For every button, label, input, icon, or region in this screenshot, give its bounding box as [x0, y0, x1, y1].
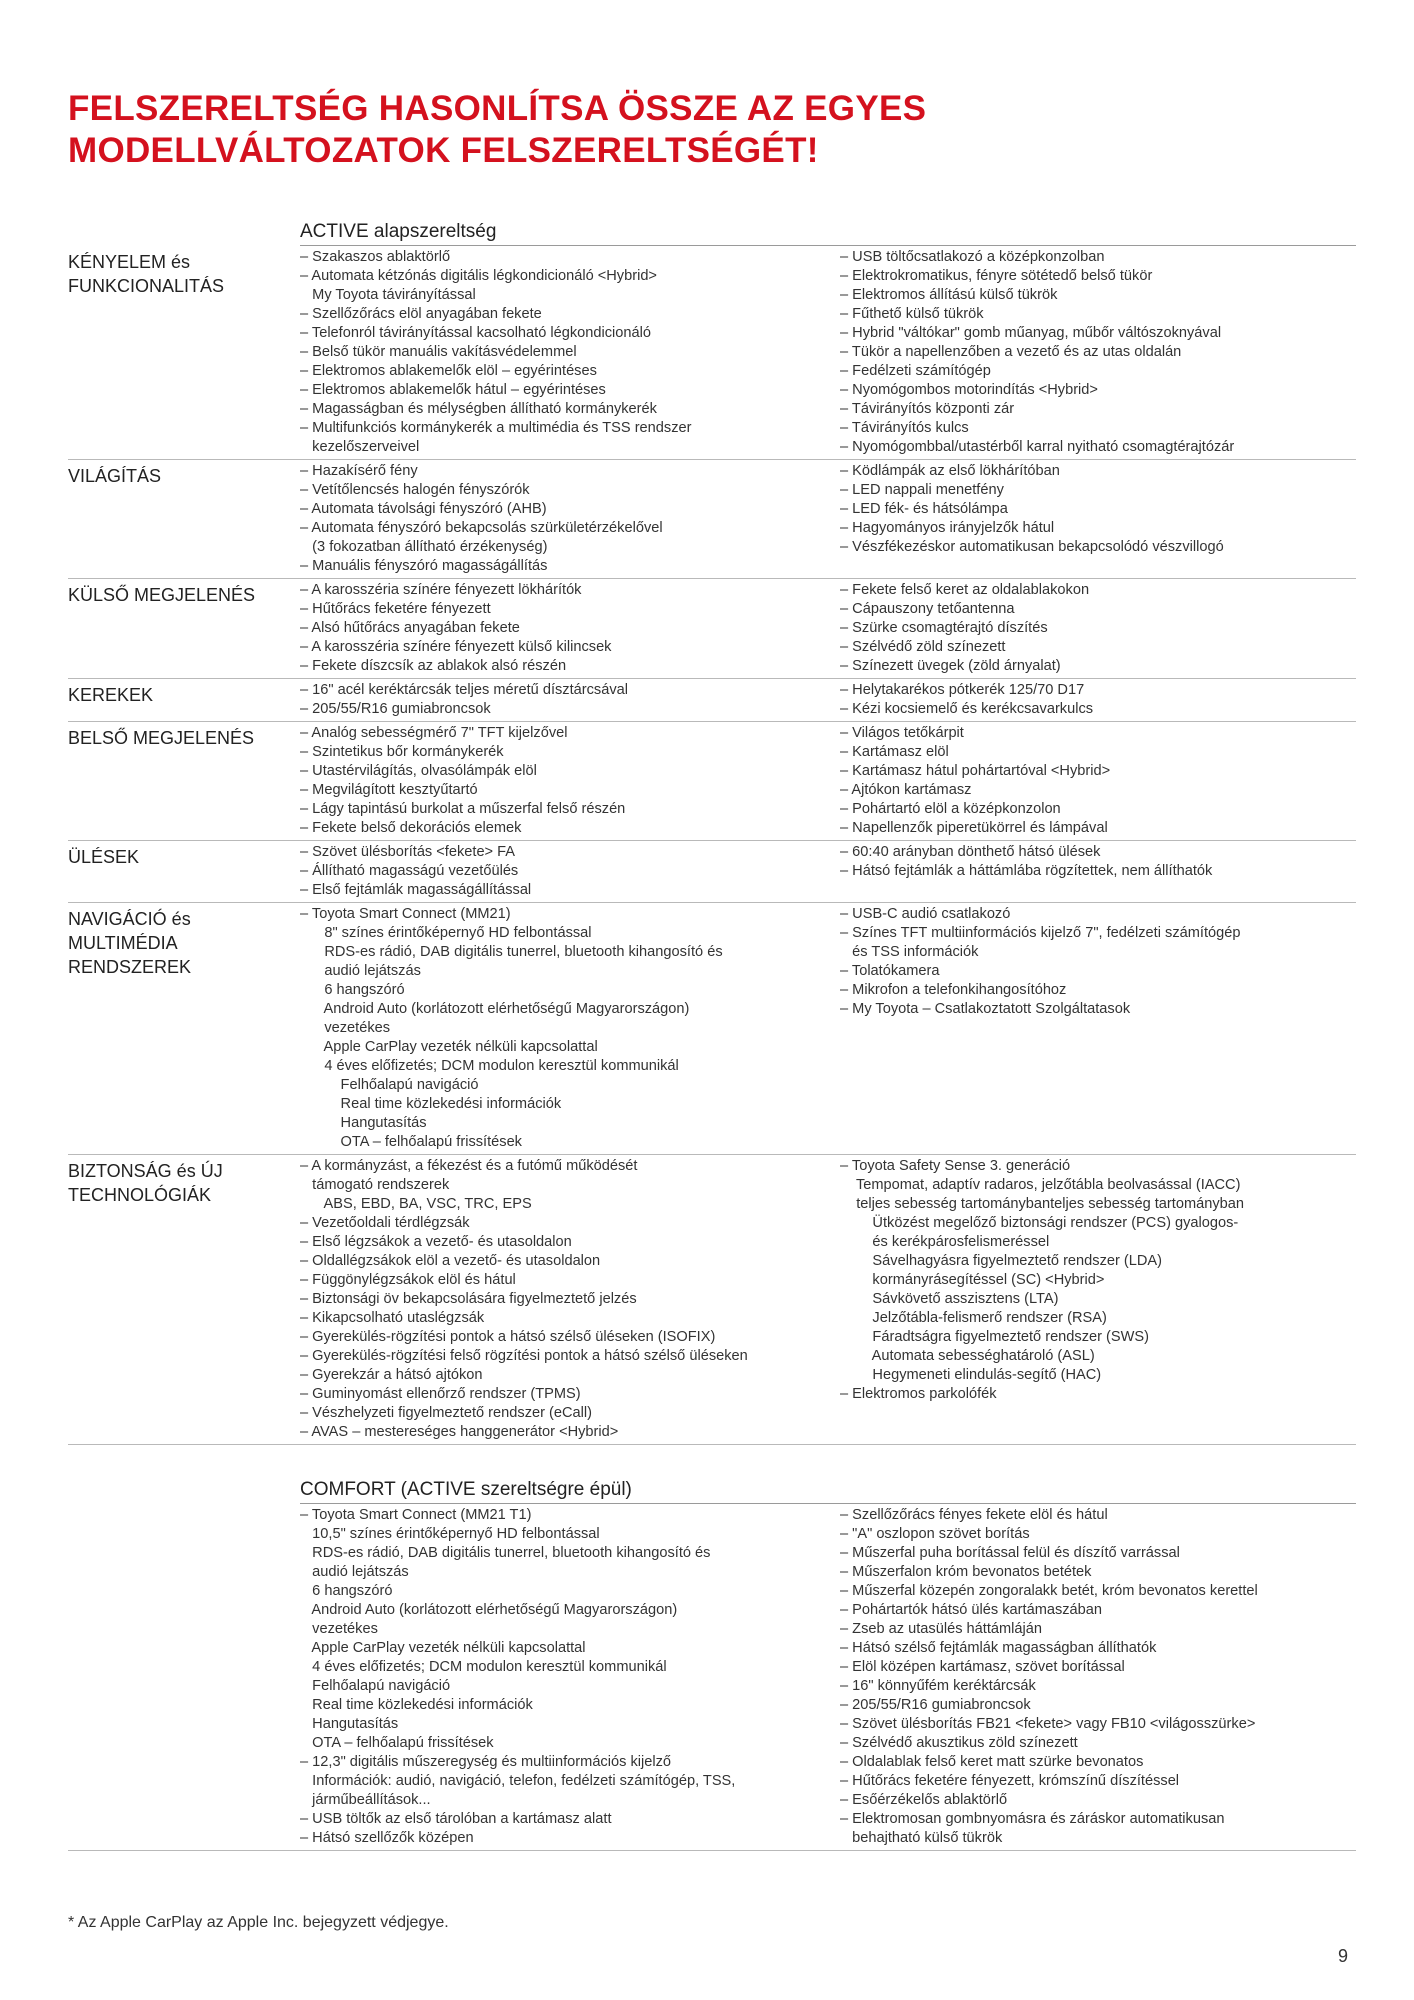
feature-item: Real time közlekedési információk [300, 1096, 562, 1112]
feature-item: My Toyota távirányítással [300, 287, 476, 303]
feature-item: Fáradtságra figyelmeztető rendszer (SWS) [840, 1329, 1150, 1345]
feature-item: – Esőérzékelős ablaktörlő [840, 1792, 1008, 1808]
feature-item: Felhőalapú navigáció [300, 1678, 451, 1694]
feature-item: OTA – felhőalapú frissítések [300, 1735, 494, 1751]
feature-item: behajtható külső tükrök [840, 1830, 1003, 1846]
feature-item: – Lágy tapintású burkolat a műszerfal felső részén [300, 801, 626, 817]
feature-item: Android Auto (korlátozott elérhetőségű Magyarországon) [300, 1001, 690, 1017]
feature-item: – Hátsó szellőzők középen [300, 1830, 474, 1846]
feature-item: – Nyomógombbal/utastérből karral nyitható csomagtérajtózár [840, 439, 1235, 455]
feature-item: – Fekete belső dekorációs elemek [300, 820, 522, 836]
feature-item: teljes sebesség tartománybanteljes sebesség tartományban [840, 1196, 1244, 1212]
feature-item: – Szövet ülésborítás FB21 <fekete> vagy FB10 <világosszürke> [840, 1716, 1256, 1732]
feature-item: – Első légzsákok a vezető- és utasoldalon [300, 1234, 572, 1250]
right-column [840, 248, 1356, 457]
right-column [840, 462, 1356, 576]
right-column [840, 905, 1356, 1152]
feature-item: kormányrásegítéssel (SC) <Hybrid> [840, 1272, 1105, 1288]
feature-item: 10,5" színes érintőképernyő HD felbontással [300, 1526, 600, 1542]
feature-item: Sávkövető asszisztens (LTA) [840, 1291, 1059, 1307]
feature-item: – Távirányítós kulcs [840, 420, 969, 436]
feature-item: – 16" könnyűfém keréktárcsák [840, 1678, 1036, 1694]
feature-item: – Műszerfal puha borítással felül és díszítő varrással [840, 1545, 1180, 1561]
feature-item: – Alsó hűtőrács anyagában fekete [300, 620, 520, 636]
category-label-line: KÉNYELEM és [68, 252, 191, 272]
category-label [68, 843, 300, 900]
feature-row [68, 841, 1356, 903]
feature-item: – Magasságban és mélységben állítható kormánykerék [300, 401, 657, 417]
feature-item: – Automata távolsági fényszóró (AHB) [300, 501, 547, 517]
footnote: * Az Apple CarPlay az Apple Inc. bejegyzett védjegye. [68, 1914, 449, 1931]
feature-item: – Ködlámpák az első lökhárítóban [840, 463, 1060, 479]
feature-item: – Vészfékezéskor automatikusan bekapcsolódó vészvillogó [840, 539, 1224, 555]
feature-item: – Oldalablak felső keret matt szürke bevonatos [840, 1754, 1144, 1770]
feature-item: – 16" acél keréktárcsák teljes méretű dísztárcsával [300, 682, 629, 698]
feature-item: – "A" oszlopon szövet borítás [840, 1526, 1030, 1542]
feature-item: Real time közlekedési információk [300, 1697, 533, 1713]
category-label-line: ÜLÉSEK [68, 847, 140, 867]
feature-item: ABS, EBD, BA, VSC, TRC, EPS [300, 1196, 532, 1212]
feature-item: – Hagyományos irányjelzők hátul [840, 520, 1055, 536]
feature-item: – Toyota Safety Sense 3. generáció [840, 1158, 1071, 1174]
feature-item: Apple CarPlay vezeték nélküli kapcsolattal [300, 1039, 598, 1055]
feature-item: – Ajtókon kartámasz [840, 782, 972, 798]
left-column [300, 724, 840, 838]
feature-item: és TSS információk [840, 944, 979, 960]
feature-item: – Szellőzőrács elöl anyagában fekete [300, 306, 542, 322]
left-column [300, 462, 840, 576]
feature-item: – Automata fényszóró bekapcsolás szürkületérzékelővel [300, 520, 663, 536]
feature-item: – Kikapcsolható utaslégzsák [300, 1310, 485, 1326]
feature-item: – 60:40 arányban dönthető hátsó ülések [840, 844, 1101, 860]
feature-item: – Szélvédő akusztikus zöld színezett [840, 1735, 1078, 1751]
feature-item: – Elektromos ablakemelők elöl – egyérintéses [300, 363, 597, 379]
feature-item: – Elektromos parkolófék [840, 1386, 997, 1402]
feature-item: 8" színes érintőképernyő HD felbontással [300, 925, 592, 941]
feature-item: – Gyerekülés-rögzítési pontok a hátsó szélső üléseken (ISOFIX) [300, 1329, 716, 1345]
feature-item: – Manuális fényszóró magasságállítás [300, 558, 548, 574]
feature-item: – Hűtőrács feketére fényezett, krómszínű díszítéssel [840, 1773, 1180, 1789]
feature-item: – Gyerekülés-rögzítési felső rögzítési pontok a hátsó szélső üléseken [300, 1348, 748, 1364]
feature-item: – Pohártartók hátsó ülés kartámaszában [840, 1602, 1103, 1618]
feature-item: – Toyota Smart Connect (MM21 T1) [300, 1507, 532, 1523]
feature-item: – A karosszéria színére fényezett külső kilincsek [300, 639, 612, 655]
comfort-section [68, 1480, 1356, 1851]
category-label [68, 681, 300, 719]
category-label [68, 248, 300, 457]
right-column [840, 681, 1356, 719]
feature-item: és kerékpárosfelismeréssel [840, 1234, 1050, 1250]
feature-item: Felhőalapú navigáció [300, 1077, 479, 1093]
feature-item: – Tolatókamera [840, 963, 940, 979]
feature-item: Jelzőtábla-felismerő rendszer (RSA) [840, 1310, 1107, 1326]
feature-item: OTA – felhőalapú frissítések [300, 1134, 522, 1150]
feature-item: Hangutasítás [300, 1716, 399, 1732]
feature-item: – Elektromosan gombnyomásra és záráskor automatikusan [840, 1811, 1225, 1827]
category-label-line: KÜLSŐ MEGJELENÉS [68, 585, 256, 605]
feature-item: RDS-es rádió, DAB digitális tunerrel, bluetooth kihangosító és [300, 1545, 711, 1561]
feature-item: (3 fokozatban állítható érzékenység) [300, 539, 548, 555]
comfort-category [68, 1506, 300, 1848]
feature-row [68, 1155, 1356, 1445]
feature-item: – Fűthető külső tükrök [840, 306, 984, 322]
feature-item: – Napellenzők piperetükörrel és lámpával [840, 820, 1108, 836]
category-label [68, 581, 300, 676]
feature-item: 4 éves előfizetés; DCM modulon keresztül kommunikál [300, 1058, 679, 1074]
feature-item: – Színezett üvegek (zöld árnyalat) [840, 658, 1061, 674]
left-column [300, 681, 840, 719]
feature-item: – Elektromos ablakemelők hátul – egyérintéses [300, 382, 606, 398]
feature-item: – Szövet ülésborítás <fekete> FA [300, 844, 515, 860]
feature-row [68, 679, 1356, 722]
feature-item: – Vetítőlencsés halogén fényszórók [300, 482, 530, 498]
feature-item: Apple CarPlay vezeték nélküli kapcsolattal [300, 1640, 586, 1656]
feature-item: – Szürke csomagtérajtó díszítés [840, 620, 1048, 636]
feature-item: – Belső tükör manuális vakításvédelemmel [300, 344, 577, 360]
feature-item: – USB töltők az első tárolóban a kartámasz alatt [300, 1811, 612, 1827]
feature-row [68, 460, 1356, 579]
feature-item: – A kormányzást, a fékezést és a futómű működését [300, 1158, 638, 1174]
feature-item: Hegymeneti elindulás-segítő (HAC) [840, 1367, 1102, 1383]
feature-item: járműbeállítások... [300, 1792, 431, 1808]
right-column [840, 843, 1356, 900]
page-title-line-1: FELSZERELTSÉG HASONLÍTSA ÖSSZE AZ EGYES [68, 89, 927, 128]
feature-item: – Elektromos állítású külső tükrök [840, 287, 1058, 303]
feature-item: – Nyomógombos motorindítás <Hybrid> [840, 382, 1098, 398]
comfort-row [68, 1504, 1356, 1851]
active-section [68, 222, 1356, 1445]
category-label-line: VILÁGÍTÁS [68, 466, 162, 486]
feature-item: audió lejátszás [300, 963, 421, 979]
feature-item: – Színes TFT multiinformációs kijelző 7", fedélzeti számítógép [840, 925, 1241, 941]
feature-item: – Fekete díszcsík az ablakok alsó részén [300, 658, 567, 674]
feature-item: – Gyerekzár a hátsó ajtókon [300, 1367, 483, 1383]
feature-item: – Telefonról távirányítással kacsolható légkondicionáló [300, 325, 652, 341]
feature-item: Tempomat, adaptív radaros, jelzőtábla beolvasással (IACC) [840, 1177, 1241, 1193]
feature-item: – Guminyomást ellenőrző rendszer (TPMS) [300, 1386, 581, 1402]
feature-item: Android Auto (korlátozott elérhetőségű Magyarországon) [300, 1602, 678, 1618]
feature-item: – Fedélzeti számítógép [840, 363, 991, 379]
category-label-line: FUNKCIONALITÁS [68, 276, 225, 296]
feature-item: – USB töltőcsatlakozó a középkonzolban [840, 249, 1105, 265]
feature-item: – Mikrofon a telefonkihangosítóhoz [840, 982, 1067, 998]
feature-item: – Világos tetőkárpit [840, 725, 964, 741]
feature-item: – LED nappali menetfény [840, 482, 1004, 498]
category-label-line: BELSŐ MEGJELENÉS [68, 728, 255, 748]
feature-item: kezelőszerveivel [300, 439, 420, 455]
feature-item: Hangutasítás [300, 1115, 427, 1131]
feature-item: – 205/55/R16 gumiabroncsok [840, 1697, 1031, 1713]
feature-row [68, 722, 1356, 841]
comfort-right-column [840, 1506, 1356, 1848]
page-title-line-2: MODELLVÁLTOZATOK FELSZERELTSÉGÉT! [68, 131, 819, 170]
feature-item: audió lejátszás [300, 1564, 409, 1580]
feature-item: – Szakaszos ablaktörlő [300, 249, 451, 265]
feature-row [68, 579, 1356, 679]
feature-item: – Analóg sebességmérő 7" TFT kijelzővel [300, 725, 568, 741]
left-column [300, 843, 840, 900]
feature-item: – Vészhelyzeti figyelmeztető rendszer (eCall) [300, 1405, 592, 1421]
feature-item: – 12,3" digitális műszeregység és multiinformációs kijelző [300, 1754, 671, 1770]
feature-item: – Tükör a napellenzőben a vezető és az utas oldalán [840, 344, 1182, 360]
feature-item: – A karosszéria színére fényezett lökhárítók [300, 582, 582, 598]
feature-item: – Állítható magasságú vezetőülés [300, 863, 519, 879]
feature-item: – Zseb az utasülés háttámláján [840, 1621, 1042, 1637]
comfort-left-column [300, 1506, 840, 1848]
right-column [840, 1157, 1356, 1442]
feature-item: – Cápauszony tetőantenna [840, 601, 1015, 617]
feature-item: 6 hangszóró [300, 1583, 393, 1599]
category-label-line: RENDSZEREK [68, 957, 192, 977]
feature-item: – Toyota Smart Connect (MM21) [300, 906, 511, 922]
feature-item: – Távirányítós központi zár [840, 401, 1015, 417]
feature-item: – Biztonsági öv bekapcsolására figyelmeztető jelzés [300, 1291, 637, 1307]
feature-item: – Műszerfalon króm bevonatos betétek [840, 1564, 1092, 1580]
feature-item: RDS-es rádió, DAB digitális tunerrel, bluetooth kihangosító és [300, 944, 723, 960]
feature-item: – Elektrokromatikus, fényre sötétedő belső tükör [840, 268, 1153, 284]
feature-item: – Szélvédő zöld színezett [840, 639, 1006, 655]
page-title [68, 88, 1268, 172]
feature-item: – Hazakísérő fény [300, 463, 418, 479]
feature-item: – Pohártartó elöl a középkonzolon [840, 801, 1061, 817]
feature-item: – Műszerfal közepén zongoralakk betét, króm bevonatos kerettel [840, 1583, 1258, 1599]
active-rows [68, 246, 1356, 1445]
feature-item: – Fekete felső keret az oldalablakokon [840, 582, 1090, 598]
feature-item: – Elöl középen kartámasz, szövet borítással [840, 1659, 1125, 1675]
category-label [68, 462, 300, 576]
category-label [68, 724, 300, 838]
category-label-line: BIZTONSÁG és ÚJ [68, 1161, 223, 1181]
comfort-heading: COMFORT (ACTIVE szereltségre épül) [300, 1480, 1356, 1504]
feature-item: Sávelhagyásra figyelmeztető rendszer (LDA) [840, 1253, 1163, 1269]
page-number: 9 [1337, 1946, 1348, 1966]
right-column [840, 581, 1356, 676]
feature-item: – Szintetikus bőr kormánykerék [300, 744, 504, 760]
left-column [300, 905, 840, 1152]
feature-item: – Szellőzőrács fényes fekete elöl és hátul [840, 1507, 1108, 1523]
feature-item: – Függönylégzsákok elöl és hátul [300, 1272, 516, 1288]
feature-item: – Első fejtámlák magasságállítással [300, 882, 532, 898]
feature-item: – 205/55/R16 gumiabroncsok [300, 701, 491, 717]
feature-item: – Oldallégzsákok elöl a vezető- és utasoldalon [300, 1253, 601, 1269]
category-label [68, 1157, 300, 1442]
feature-item: – AVAS – mestereséges hanggenerátor <Hybrid> [300, 1424, 619, 1440]
feature-item: – Vezetőoldali térdlégzsák [300, 1215, 470, 1231]
feature-item: – Multifunkciós kormánykerék a multimédia és TSS rendszer [300, 420, 692, 436]
feature-item: – Kartámasz hátul pohártartóval <Hybrid> [840, 763, 1111, 779]
left-column [300, 581, 840, 676]
feature-item: – Hybrid "váltókar" gomb műanyag, műbőr váltószoknyával [840, 325, 1222, 341]
category-label-line: NAVIGÁCIÓ és [68, 909, 191, 929]
feature-item: – LED fék- és hátsólámpa [840, 501, 1008, 517]
feature-item: – Automata kétzónás digitális légkondicionáló <Hybrid> [300, 268, 657, 284]
feature-item: 6 hangszóró [300, 982, 405, 998]
feature-item: 4 éves előfizetés; DCM modulon keresztül kommunikál [300, 1659, 667, 1675]
feature-item: – Kézi kocsiemelő és kerékcsavarkulcs [840, 701, 1094, 717]
feature-row [68, 246, 1356, 460]
active-heading: ACTIVE alapszereltség [300, 222, 1356, 246]
feature-item: vezetékes [300, 1020, 391, 1036]
feature-item: – Helytakarékos pótkerék 125/70 D17 [840, 682, 1085, 698]
feature-item: – My Toyota – Csatlakoztatott Szolgáltatasok [840, 1001, 1131, 1017]
left-column [300, 248, 840, 457]
right-column [840, 724, 1356, 838]
feature-item: Információk: audió, navigáció, telefon, fedélzeti számítógép, TSS, [300, 1773, 736, 1789]
category-label-line: MULTIMÉDIA [68, 933, 178, 953]
feature-item: Ütközést megelőző biztonsági rendszer (PCS) gyalogos- [840, 1215, 1239, 1231]
category-label-line: TECHNOLÓGIÁK [68, 1185, 212, 1205]
feature-item: – Hátsó szélső fejtámlák magasságban állíthatók [840, 1640, 1157, 1656]
feature-item: – Hátsó fejtámlák a háttámlába rögzítettek, nem állíthatók [840, 863, 1213, 879]
feature-row [68, 903, 1356, 1155]
feature-item: – Megvilágított kesztyűtartó [300, 782, 478, 798]
left-column [300, 1157, 840, 1442]
category-label-line: KEREKEK [68, 685, 154, 705]
feature-item: – Hűtőrács feketére fényezett [300, 601, 491, 617]
feature-item: támogató rendszerek [300, 1177, 450, 1193]
feature-item: – USB-C audió csatlakozó [840, 906, 1011, 922]
feature-item: Automata sebességhatároló (ASL) [840, 1348, 1095, 1364]
category-label [68, 905, 300, 1152]
feature-item: – Kartámasz elöl [840, 744, 949, 760]
feature-item: – Utastérvilágítás, olvasólámpák elöl [300, 763, 537, 779]
feature-item: vezetékes [300, 1621, 378, 1637]
